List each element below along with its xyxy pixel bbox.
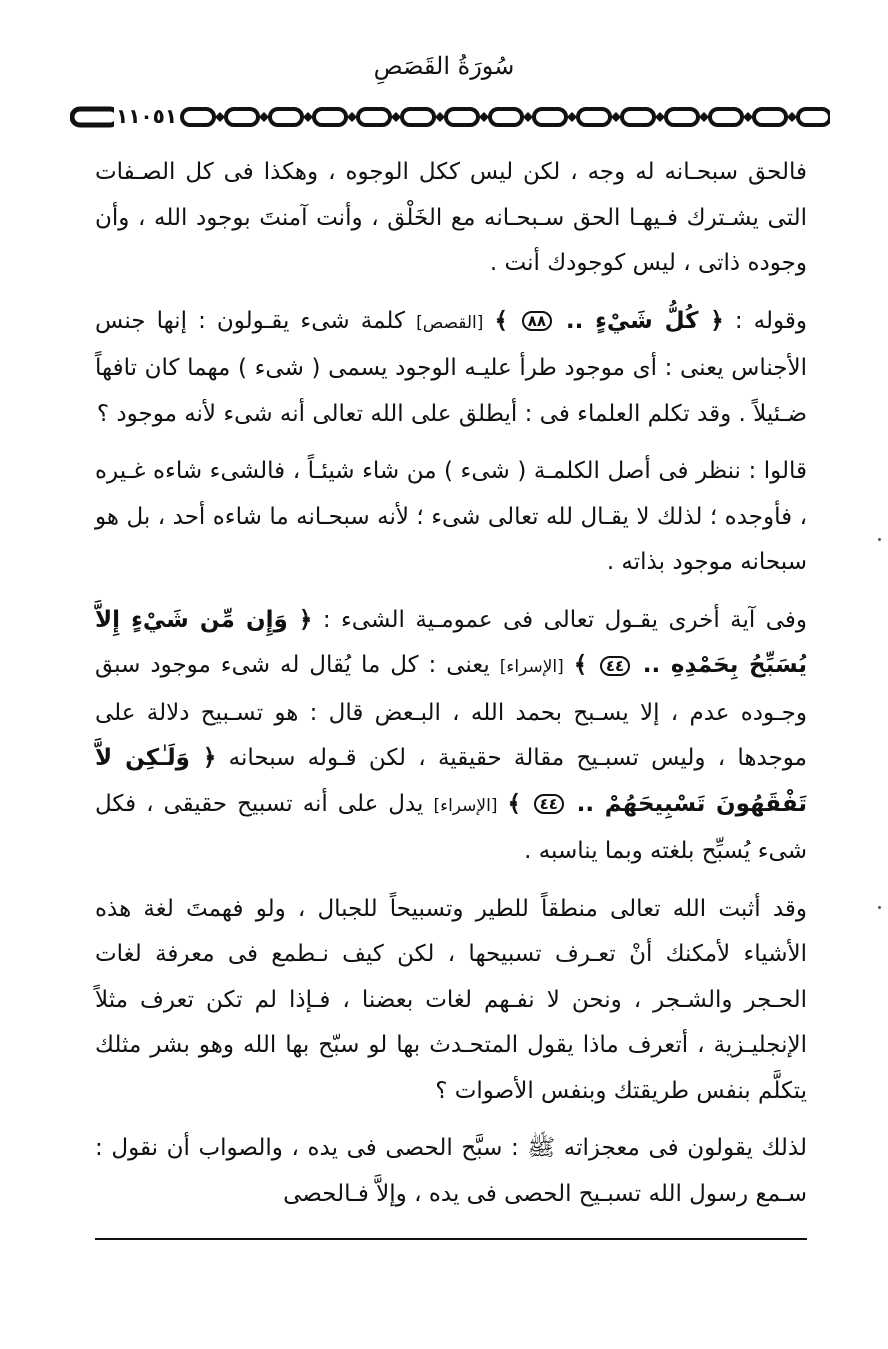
page-number: ١١٠٥١ [116,104,178,128]
ornament-link [622,109,654,125]
paragraph: فالحق سبحـانه له وجه ، لكن ليس ككل الوجوه ، وهكذا فى كل الصـفات التى يشـترك فـيهـا الحق سـبحـانه مع الخَلْق ، وأنت آمنتَ بوجود الله ، وأن وجوده ذاتى ، ليس كوجودك أنت . [95,159,807,276]
ornament-diamond [391,112,401,122]
paragraph: وقوله : ﴿ كُلُّ شَيْءٍ .. ٨٨ ﴾ [القصص] كلمة شىء يقـولون : إنها جنس الأجناس يعنى : أى موجود طرأ عليـه الوجود يسمى ( شىء ) مهما كان تافهاً ضـئيلاً . وقد تكلم العلماء فى : أيطلق على الله تعالى أنه شىء لأنه موجود ؟ [95,307,808,427]
ayah-number: ٤٤ [600,656,630,676]
ornament-link [226,109,258,125]
paragraph: قالوا : ننظر فى أصل الكلمـة ( شىء ) من شاء شيئـاً ، فالشىء شاءه غـيره ، فأوجده ؛ لذلك لا يقـال لله تعالى شىء ؛ لأنه سبحـانه ما شاءه أحد ، بل هو سبحانه موجود بذاته . [95,458,807,575]
ornament-link [358,109,390,125]
scan-speck [878,906,881,909]
ornament-diamond [303,112,313,122]
page-body [95,150,807,1229]
ornament-diamond [655,112,665,122]
surah-reference: [القصص] [416,312,484,333]
ornament-diamond [611,112,621,122]
surah-reference: [الإسراء] [433,795,498,816]
ornament-link [578,109,610,125]
surah-reference: [الإسراء] [499,657,564,677]
ornament-link [666,109,698,125]
ornament-link [710,109,742,125]
ornament-link [270,109,302,125]
ornament-diamond [259,112,269,122]
quran-verse: ﴿ كُلُّ شَيْءٍ .. ٨٨ ﴾ [494,307,724,334]
paragraph: وقد أثبت الله تعالى منطقاً للطير وتسبيحاً للجبال ، ولو فهمتَ لغة هذه الأشياء لأمكنك أنْ تعـرف تسبيحها ، لكن كيف نـطمع فى معرفة لغات الحـجر والشـجر ، ونحن لا نفـهم لغات بعضنا ، فـإذا لم تكن تعرف مثلاً الإنجليـزية ، أتعرف ماذا يقول المتحـدث بها لو سبّح بها الله وهو بشر مثلك يتكلَّم بنفس طريقتك وبنفس الأصوات ؟ [95,895,807,1104]
ornament-diamond [787,112,797,122]
quran-verse: ﴿ وَلَـٰكِن لاَّ تَفْقَهُونَ تَسْبِيحَهُمْ .. ٤٤ ﴾ [95,745,808,817]
ornament-link [314,109,346,125]
header-ornament [70,100,830,134]
surah-title: سُورَةُ القَصَصِ [373,52,515,80]
ornament-diamond [699,112,709,122]
ornament-diamond [523,112,533,122]
ornament-link [446,109,478,125]
ornament-link [182,109,214,125]
ornament-link [798,109,830,125]
ornament-link [490,109,522,125]
ornament-diamond [567,112,577,122]
ornament-diamond [479,112,489,122]
ornament-link [534,109,566,125]
ayah-number: ٤٤ [534,794,564,814]
quran-verse: ﴿ وَإِن مِّن شَيْءٍ إِلاَّ يُسَبِّحُ بِحَمْدِهِ .. ٤٤ ﴾ [95,606,808,678]
ornament-link [402,109,434,125]
ornament-diamond [347,112,357,122]
ornament-diamond [215,112,225,122]
ornament-link [754,109,786,125]
footer-rule [95,1238,807,1240]
paragraph: لذلك يقولون فى معجزاته ﷺ : سبَّح الحصى فى يده ، والصواب أن نقول : سـمع رسول الله تسبـيح الحصى فى يده ، وإلاَّ فـالحصى [95,1135,807,1207]
ornament-diamond [743,112,753,122]
scan-speck [878,538,881,541]
ornament-diamond [435,112,445,122]
paragraph: وفى آية أخرى يقـول تعالى فى عمومـية الشىء : ﴿ وَإِن مِّن شَيْءٍ إِلاَّ يُسَبِّحُ بِحَمْدِهِ .. ٤٤ ﴾ [الإسراء] يعنى : كل ما يُقال له شىء موجود سبق وجـوده عدم ، إلا يسـبح بحمد الله ، البـعض قال : هو تسـبيح دلالة على موجدها ، وليس تسبـيح مقالة حقيقية ، لكن قـوله سبحانه ﴿ وَلَـٰكِن لاَّ تَفْقَهُونَ تَسْبِيحَهُمْ .. ٤٤ ﴾ [الإسراء] يدل على أنه تسبيح حقيقى ، فكل شىء يُسبِّح بلغته وبما يناسبه . [95,606,808,864]
ayah-number: ٨٨ [522,311,552,331]
